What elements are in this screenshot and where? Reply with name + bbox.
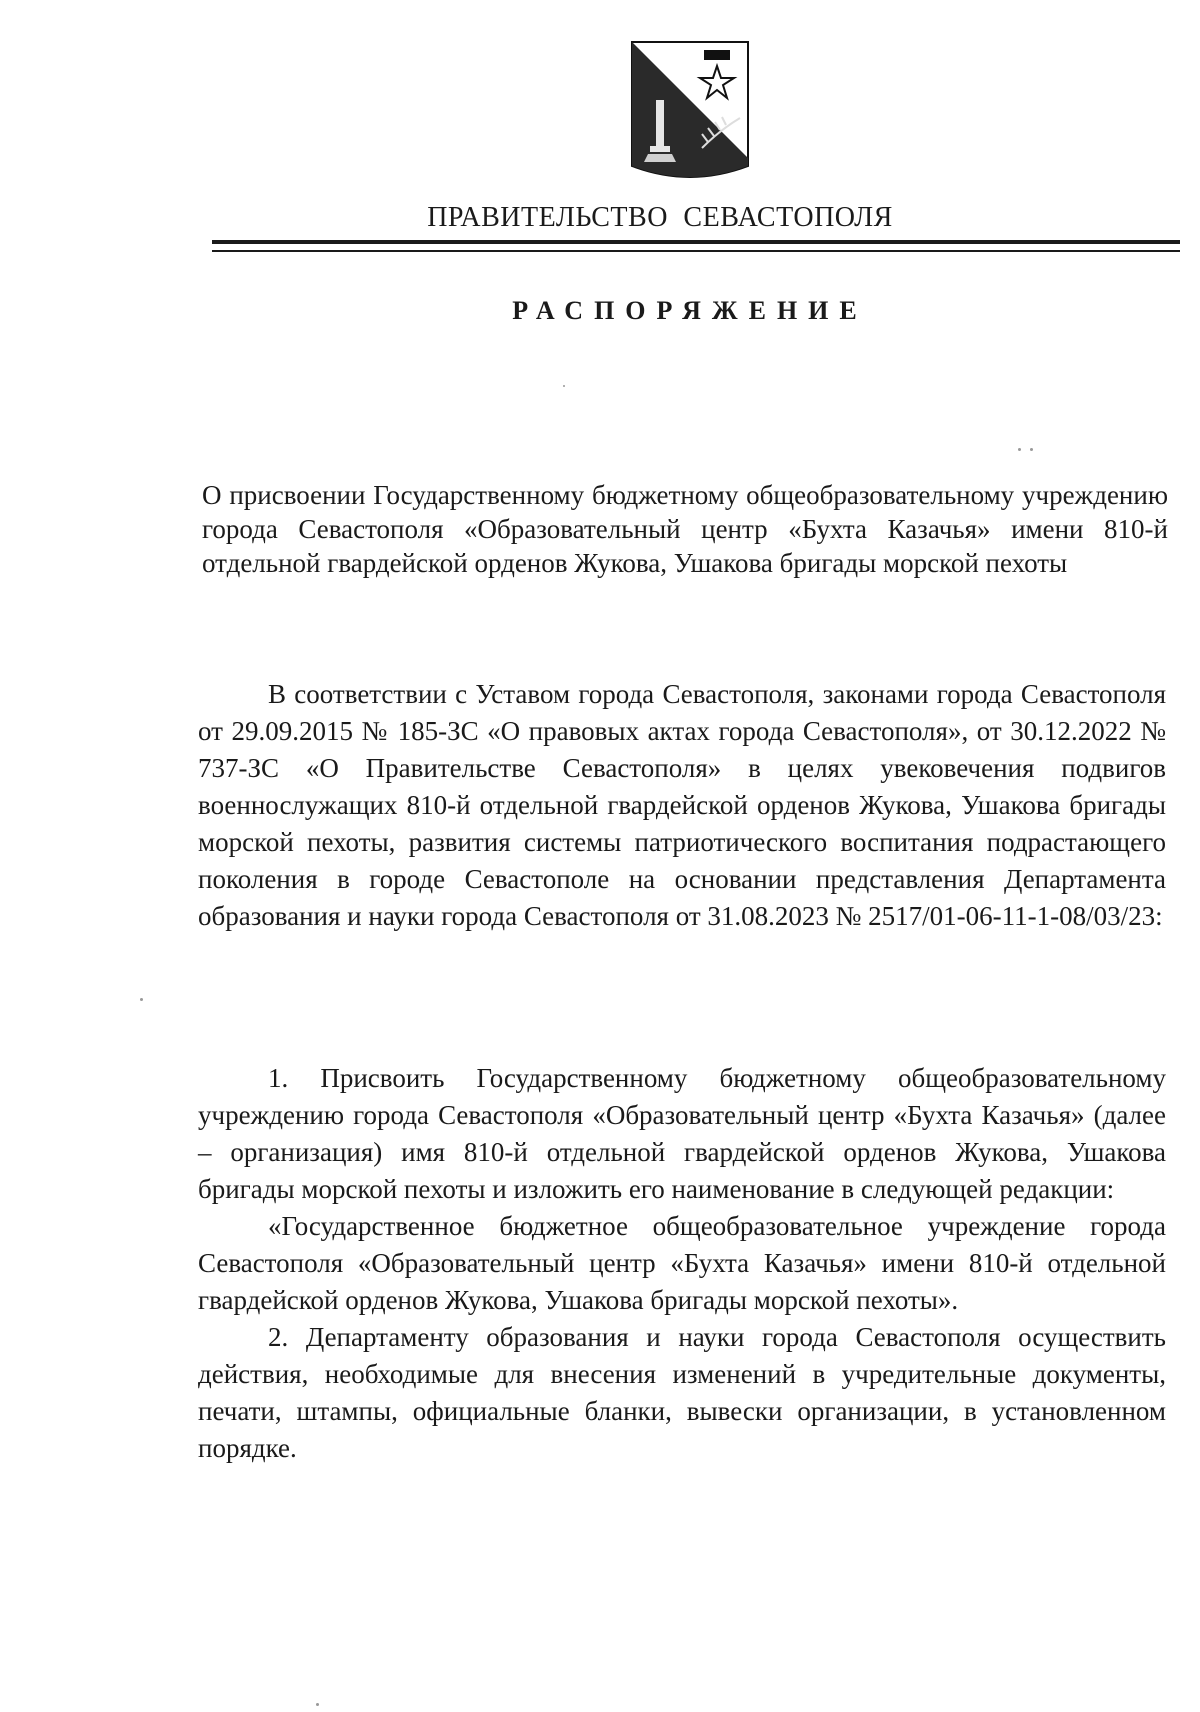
- document-type-heading: РАСПОРЯЖЕНИЕ: [512, 296, 868, 325]
- order-items: [198, 1060, 1166, 1467]
- order-item-1: 1. Присвоить Государственному бюджетному общеобразовательному учреждению города Севастополя «Образовательный центр «Бухта Казачья» (далее – организация) имя 810-й отдельной гвардейской орденов Жукова, Ушакова бригады морской пехоты и изложить его наименование в следующей редакции:: [198, 1063, 1166, 1204]
- scan-speck: [1030, 448, 1033, 451]
- document-subject: О присвоении Государственному бюджетному общеобразовательному учреждению города Севастополя «Образовательный центр «Бухта Казачья» имени 810-й отдельной гвардейской орденов Жукова, Ушакова бригады морской пехоты: [202, 480, 1168, 578]
- order-item-2: 2. Департаменту образования и науки города Севастополя осуществить действия, необходимые для внесения изменений в учредительные документы, печати, штампы, официальные бланки, вывески организации, в установленном порядке.: [198, 1322, 1166, 1463]
- scan-speck: [563, 385, 565, 387]
- preamble-section: [198, 676, 1166, 935]
- government-title: ПРАВИТЕЛЬСТВО СЕВАСТОПОЛЯ: [427, 202, 893, 233]
- preamble-paragraph: В соответствии с Уставом города Севастополя, законами города Севастополя от 29.09.2015 № 185-ЗС «О правовых актах города Севастополя», от 30.12.2022 № 737-ЗС «О Правительстве Севастополя» в целях увековечения подвигов военнослужащих 810-й отдельной гвардейской орденов Жукова, Ушакова бригады морской пехоты, развития системы патриотического воспитания подрастающего поколения в городе Севастополе на основании представления Департамента образования и науки города Севастополя от 31.08.2023 № 2517/01-06-11-1-08/03/23:: [198, 679, 1166, 931]
- scan-speck: [1018, 448, 1021, 451]
- header-divider-thick: [212, 240, 1180, 244]
- scan-speck: [316, 1703, 319, 1706]
- sevastopol-coat-of-arms-icon: [628, 38, 752, 188]
- order-item-1-new-name: «Государственное бюджетное общеобразовательное учреждение города Севастополя «Образовательный центр «Бухта Казачья» имени 810-й отдельной гвардейской орденов Жукова, Ушакова бригады морской пехоты».: [198, 1211, 1166, 1315]
- scan-speck: [140, 998, 143, 1001]
- header-divider-thin: [212, 250, 1180, 252]
